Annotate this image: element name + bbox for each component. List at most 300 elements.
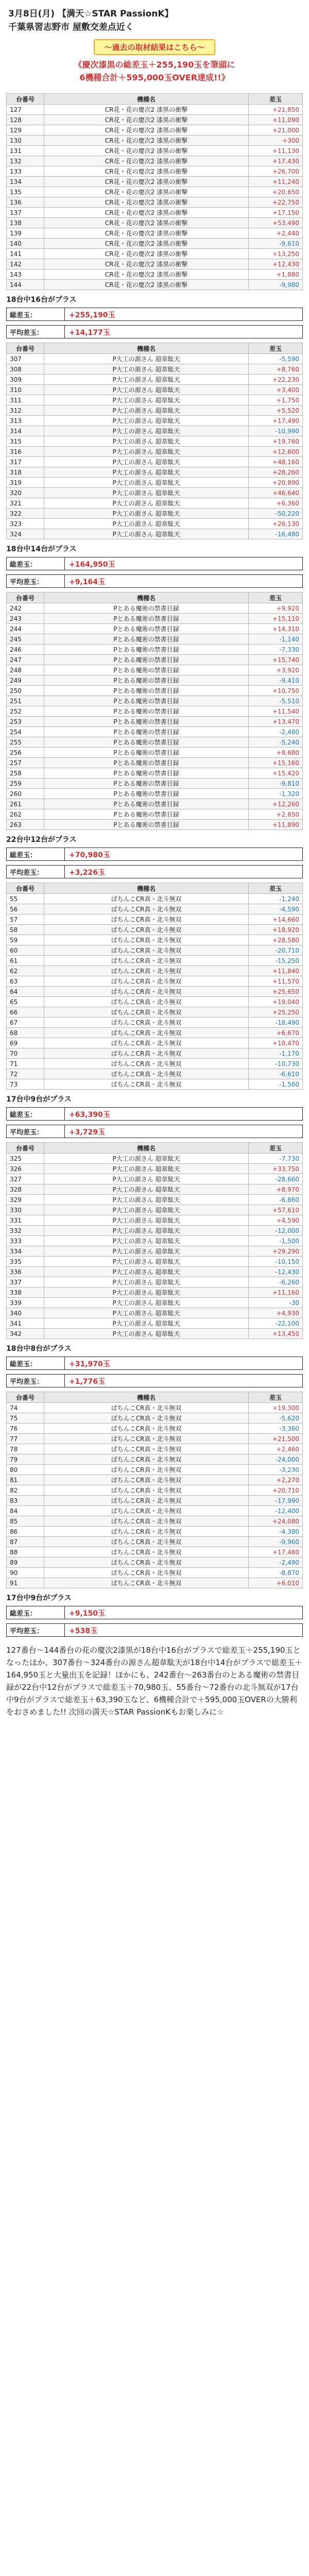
machine-name-cell: CR花・花の慶次2 漆黒の衝撃 bbox=[44, 115, 249, 125]
difference-cell: -16,480 bbox=[249, 529, 303, 539]
machine-number-cell: 255 bbox=[7, 737, 44, 748]
table-row bbox=[7, 1038, 303, 1048]
machine-name-cell: ぱちんこCR真・北斗無双 bbox=[44, 1547, 249, 1557]
difference-cell: +11,890 bbox=[249, 820, 303, 830]
machine-number-cell: 130 bbox=[7, 135, 44, 146]
table-row bbox=[7, 135, 303, 146]
machine-number-cell: 317 bbox=[7, 457, 44, 467]
difference-cell: +14,660 bbox=[249, 914, 303, 925]
table-row bbox=[7, 1267, 303, 1277]
machine-number-cell: 248 bbox=[7, 665, 44, 675]
machine-section bbox=[6, 883, 303, 1138]
machine-name-cell: P大工の源さん 超韋駄天 bbox=[44, 1215, 249, 1226]
difference-cell: -12,000 bbox=[249, 1226, 303, 1236]
table-row bbox=[7, 115, 303, 125]
table-row bbox=[7, 1257, 303, 1267]
machine-name-cell: ぱちんこCR真・北斗無双 bbox=[44, 1537, 249, 1547]
machine-number-cell: 138 bbox=[7, 218, 44, 228]
table-row bbox=[7, 758, 303, 768]
machine-number-cell: 139 bbox=[7, 228, 44, 239]
difference-cell: +12,600 bbox=[249, 447, 303, 457]
column-header: 台番号 bbox=[7, 94, 44, 105]
machine-number-cell: 326 bbox=[7, 1164, 44, 1174]
column-header: 差玉 bbox=[249, 592, 303, 603]
average-box bbox=[6, 1623, 303, 1637]
average-box bbox=[6, 1125, 303, 1138]
average-box bbox=[6, 325, 303, 338]
table-row bbox=[7, 385, 303, 395]
machine-number-cell: 87 bbox=[7, 1537, 44, 1547]
average-label: 平均差玉： bbox=[7, 1624, 65, 1636]
average-box bbox=[6, 574, 303, 588]
difference-cell: -30 bbox=[249, 1298, 303, 1308]
machine-number-cell: 73 bbox=[7, 1079, 44, 1090]
machine-number-cell: 68 bbox=[7, 1028, 44, 1038]
column-header: 機種名 bbox=[44, 94, 249, 105]
difference-cell: +3,920 bbox=[249, 665, 303, 675]
machine-number-cell: 251 bbox=[7, 696, 44, 706]
column-header: 差玉 bbox=[249, 343, 303, 354]
table-row bbox=[7, 1007, 303, 1018]
machine-number-cell: 135 bbox=[7, 187, 44, 197]
machine-number-cell: 74 bbox=[7, 1403, 44, 1413]
machine-number-cell: 263 bbox=[7, 820, 44, 830]
machine-section bbox=[6, 343, 303, 588]
machine-name-cell: ぱちんこCR真・北斗無双 bbox=[44, 1454, 249, 1465]
average-value: +9,164玉 bbox=[69, 578, 106, 586]
machine-name-cell: P大工の源さん 超韋駄天 bbox=[44, 467, 249, 478]
difference-cell: +5,520 bbox=[249, 405, 303, 416]
machine-number-cell: 328 bbox=[7, 1184, 44, 1195]
difference-cell: +1,750 bbox=[249, 395, 303, 405]
machine-number-cell: 80 bbox=[7, 1465, 44, 1475]
table-row bbox=[7, 375, 303, 385]
total-label: 総差玉： bbox=[7, 557, 65, 570]
difference-cell: +21,500 bbox=[249, 1434, 303, 1444]
difference-cell: -7,330 bbox=[249, 645, 303, 655]
difference-cell: +4,590 bbox=[249, 1215, 303, 1226]
past-results-link[interactable]: ～過去の取材結果はこちら～ bbox=[94, 39, 215, 55]
difference-cell: -17,990 bbox=[249, 1496, 303, 1506]
table-row bbox=[7, 146, 303, 156]
table-header-row bbox=[7, 1392, 303, 1403]
table-row bbox=[7, 1174, 303, 1184]
machine-number-cell: 60 bbox=[7, 945, 44, 956]
machine-name-cell: CR花・花の慶次2 漆黒の衝撃 bbox=[44, 218, 249, 228]
table-row bbox=[7, 1154, 303, 1164]
machine-name-cell: ぱちんこCR真・北斗無双 bbox=[44, 1578, 249, 1588]
difference-cell: +13,250 bbox=[249, 249, 303, 259]
machine-number-cell: 63 bbox=[7, 976, 44, 987]
machine-number-cell: 338 bbox=[7, 1287, 44, 1298]
machine-name-cell: ぱちんこCR真・北斗無双 bbox=[44, 1475, 249, 1485]
machine-name-cell: Pとある魔術の禁書目録 bbox=[44, 706, 249, 717]
table-row bbox=[7, 894, 303, 904]
machine-name-cell: CR花・花の慶次2 漆黒の衝撃 bbox=[44, 166, 249, 177]
machine-number-cell: 316 bbox=[7, 447, 44, 457]
difference-cell: +19,760 bbox=[249, 436, 303, 447]
table-row bbox=[7, 239, 303, 249]
difference-cell: -15,250 bbox=[249, 956, 303, 966]
machine-name-cell: P大工の源さん 超韋駄天 bbox=[44, 1318, 249, 1329]
machine-number-cell: 91 bbox=[7, 1578, 44, 1588]
table-row bbox=[7, 197, 303, 208]
machine-number-cell: 142 bbox=[7, 259, 44, 269]
machine-section bbox=[6, 1142, 303, 1387]
table-row bbox=[7, 208, 303, 218]
plus-count: 17台中9台がプラス bbox=[6, 1095, 72, 1104]
table-row bbox=[7, 1226, 303, 1236]
summary-line-1: 《慶次漆黒の総差玉＋255,190玉を筆頭に bbox=[74, 60, 235, 70]
total-label: 総差玉： bbox=[7, 1357, 65, 1369]
table-row bbox=[7, 987, 303, 997]
machine-name-cell: ぱちんこCR真・北斗無双 bbox=[44, 914, 249, 925]
difference-cell: -6,610 bbox=[249, 1069, 303, 1079]
difference-cell: -3,230 bbox=[249, 1465, 303, 1475]
difference-cell: +17,490 bbox=[249, 416, 303, 426]
difference-cell: +1,880 bbox=[249, 269, 303, 280]
difference-cell: -50,220 bbox=[249, 509, 303, 519]
results-table bbox=[6, 1142, 303, 1339]
table-row bbox=[7, 1329, 303, 1339]
difference-cell: -2,480 bbox=[249, 727, 303, 737]
difference-cell: +25,250 bbox=[249, 1007, 303, 1018]
table-row bbox=[7, 498, 303, 509]
machine-number-cell: 72 bbox=[7, 1069, 44, 1079]
machine-number-cell: 134 bbox=[7, 177, 44, 187]
table-row bbox=[7, 778, 303, 789]
average-value: +14,177玉 bbox=[69, 329, 110, 337]
machine-name-cell: ぱちんこCR真・北斗無双 bbox=[44, 1527, 249, 1537]
difference-cell: +53,490 bbox=[249, 218, 303, 228]
table-row bbox=[7, 1079, 303, 1090]
table-row bbox=[7, 416, 303, 426]
machine-name-cell: ぱちんこCR真・北斗無双 bbox=[44, 1557, 249, 1568]
results-table bbox=[6, 93, 303, 290]
machine-name-cell: P大工の源さん 超韋駄天 bbox=[44, 416, 249, 426]
machine-number-cell: 84 bbox=[7, 1506, 44, 1516]
machine-number-cell: 82 bbox=[7, 1485, 44, 1496]
machine-number-cell: 253 bbox=[7, 717, 44, 727]
machine-name-cell: Pとある魔術の禁書目録 bbox=[44, 758, 249, 768]
machine-number-cell: 67 bbox=[7, 1018, 44, 1028]
machine-name-cell: CR花・花の慶次2 漆黒の衝撃 bbox=[44, 228, 249, 239]
machine-name-cell: Pとある魔術の禁書目録 bbox=[44, 634, 249, 645]
machine-number-cell: 66 bbox=[7, 1007, 44, 1018]
column-header: 機種名 bbox=[44, 1392, 249, 1403]
table-row bbox=[7, 1475, 303, 1485]
difference-cell: -20,710 bbox=[249, 945, 303, 956]
machine-number-cell: 70 bbox=[7, 1048, 44, 1059]
machine-name-cell: CR花・花の慶次2 漆黒の衝撃 bbox=[44, 125, 249, 135]
difference-cell: +26,130 bbox=[249, 519, 303, 529]
table-row bbox=[7, 447, 303, 457]
machine-name-cell: Pとある魔術の禁書目録 bbox=[44, 809, 249, 820]
table-row bbox=[7, 1277, 303, 1287]
machine-name-cell: ぱちんこCR真・北斗無双 bbox=[44, 966, 249, 976]
difference-cell: -9,610 bbox=[249, 239, 303, 249]
machine-name-cell: CR花・花の慶次2 漆黒の衝撃 bbox=[44, 269, 249, 280]
machine-number-cell: 333 bbox=[7, 1236, 44, 1246]
table-row bbox=[7, 1413, 303, 1423]
table-row bbox=[7, 364, 303, 375]
total-box bbox=[6, 308, 303, 321]
table-row bbox=[7, 529, 303, 539]
average-label: 平均差玉： bbox=[7, 1375, 65, 1387]
machine-number-cell: 143 bbox=[7, 269, 44, 280]
table-row bbox=[7, 249, 303, 259]
difference-cell: -12,430 bbox=[249, 1267, 303, 1277]
machine-name-cell: ぱちんこCR真・北斗無双 bbox=[44, 997, 249, 1007]
difference-cell: -1,240 bbox=[249, 894, 303, 904]
table-row bbox=[7, 457, 303, 467]
machine-number-cell: 69 bbox=[7, 1038, 44, 1048]
difference-cell: +17,430 bbox=[249, 156, 303, 166]
difference-cell: +21,850 bbox=[249, 105, 303, 115]
machine-number-cell: 85 bbox=[7, 1516, 44, 1527]
difference-cell: -5,620 bbox=[249, 1413, 303, 1423]
machine-name-cell: ぱちんこCR真・北斗無双 bbox=[44, 1018, 249, 1028]
machine-name-cell: Pとある魔術の禁書目録 bbox=[44, 665, 249, 675]
machine-number-cell: 321 bbox=[7, 498, 44, 509]
table-row bbox=[7, 737, 303, 748]
difference-cell: -1,170 bbox=[249, 1048, 303, 1059]
difference-cell: +9,920 bbox=[249, 603, 303, 614]
table-row bbox=[7, 976, 303, 987]
machine-name-cell: ぱちんこCR真・北斗無双 bbox=[44, 1028, 249, 1038]
table-row bbox=[7, 696, 303, 706]
difference-cell: +57,610 bbox=[249, 1205, 303, 1215]
table-row bbox=[7, 935, 303, 945]
machine-name-cell: CR花・花の慶次2 漆黒の衝撃 bbox=[44, 156, 249, 166]
difference-cell: -9,810 bbox=[249, 778, 303, 789]
table-row bbox=[7, 1298, 303, 1308]
machine-name-cell: P大工の源さん 超韋駄天 bbox=[44, 1277, 249, 1287]
difference-cell: -7,730 bbox=[249, 1154, 303, 1164]
table-row bbox=[7, 405, 303, 416]
machine-name-cell: Pとある魔術の禁書目録 bbox=[44, 696, 249, 706]
table-row bbox=[7, 1318, 303, 1329]
machine-name-cell: ぱちんこCR真・北斗無双 bbox=[44, 1038, 249, 1048]
machine-name-cell: P大工の源さん 超韋駄天 bbox=[44, 375, 249, 385]
machine-number-cell: 132 bbox=[7, 156, 44, 166]
difference-cell: +2,270 bbox=[249, 1475, 303, 1485]
table-row bbox=[7, 105, 303, 115]
difference-cell: +15,110 bbox=[249, 614, 303, 624]
difference-cell: +2,440 bbox=[249, 228, 303, 239]
past-results-link-box bbox=[8, 39, 301, 55]
average-label: 平均差玉： bbox=[7, 326, 65, 338]
machine-name-cell: ぱちんこCR真・北斗無双 bbox=[44, 1506, 249, 1516]
table-row bbox=[7, 1215, 303, 1226]
machine-name-cell: ぱちんこCR真・北斗無双 bbox=[44, 987, 249, 997]
difference-cell: +24,080 bbox=[249, 1516, 303, 1527]
closing-summary bbox=[6, 1644, 303, 1718]
machine-name-cell: P大工の源さん 超韋駄天 bbox=[44, 1298, 249, 1308]
average-box bbox=[6, 1374, 303, 1387]
machine-name-cell: ぱちんこCR真・北斗無双 bbox=[44, 1444, 249, 1454]
machine-number-cell: 309 bbox=[7, 375, 44, 385]
table-row bbox=[7, 1028, 303, 1038]
machine-number-cell: 131 bbox=[7, 146, 44, 156]
machine-name-cell: P大工の源さん 超韋駄天 bbox=[44, 478, 249, 488]
machine-name-cell: P大工の源さん 超韋駄天 bbox=[44, 1257, 249, 1267]
difference-cell: +10,470 bbox=[249, 1038, 303, 1048]
difference-cell: +12,430 bbox=[249, 259, 303, 269]
machine-name-cell: P大工の源さん 超韋駄天 bbox=[44, 436, 249, 447]
machine-name-cell: P大工の源さん 超韋駄天 bbox=[44, 1329, 249, 1339]
machine-name-cell: P大工の源さん 超韋駄天 bbox=[44, 1287, 249, 1298]
total-box bbox=[6, 1357, 303, 1370]
difference-cell: +11,240 bbox=[249, 177, 303, 187]
difference-cell: +19,040 bbox=[249, 997, 303, 1007]
machine-number-cell: 336 bbox=[7, 1267, 44, 1277]
column-header: 台番号 bbox=[7, 592, 44, 603]
total-label: 総差玉： bbox=[7, 848, 65, 860]
machine-name-cell: ぱちんこCR真・北斗無双 bbox=[44, 904, 249, 914]
difference-cell: -24,000 bbox=[249, 1454, 303, 1465]
total-box bbox=[6, 1107, 303, 1121]
report-location: 千葉県習志野市 屋敷交差点近く bbox=[8, 22, 134, 32]
machine-number-cell: 90 bbox=[7, 1568, 44, 1578]
difference-cell: -6,860 bbox=[249, 1195, 303, 1205]
machine-number-cell: 137 bbox=[7, 208, 44, 218]
difference-cell: +20,650 bbox=[249, 187, 303, 197]
difference-cell: -1,140 bbox=[249, 634, 303, 645]
machine-number-cell: 324 bbox=[7, 529, 44, 539]
difference-cell: +15,160 bbox=[249, 758, 303, 768]
machine-name-cell: CR花・花の慶次2 漆黒の衝撃 bbox=[44, 259, 249, 269]
column-header: 差玉 bbox=[249, 1392, 303, 1403]
machine-number-cell: 340 bbox=[7, 1308, 44, 1318]
table-row bbox=[7, 1048, 303, 1059]
machine-name-cell: P大工の源さん 超韋駄天 bbox=[44, 426, 249, 436]
table-row bbox=[7, 1287, 303, 1298]
machine-name-cell: ぱちんこCR真・北斗無双 bbox=[44, 925, 249, 935]
machine-name-cell: ぱちんこCR真・北斗無双 bbox=[44, 1434, 249, 1444]
machine-name-cell: ぱちんこCR真・北斗無双 bbox=[44, 1007, 249, 1018]
table-row bbox=[7, 1195, 303, 1205]
machine-number-cell: 319 bbox=[7, 478, 44, 488]
difference-cell: -5,240 bbox=[249, 737, 303, 748]
column-header: 機種名 bbox=[44, 1143, 249, 1154]
table-row bbox=[7, 1164, 303, 1174]
machine-name-cell: P大工の源さん 超韋駄天 bbox=[44, 488, 249, 498]
machine-name-cell: Pとある魔術の禁書目録 bbox=[44, 820, 249, 830]
machine-number-cell: 133 bbox=[7, 166, 44, 177]
table-row bbox=[7, 645, 303, 655]
machine-number-cell: 86 bbox=[7, 1527, 44, 1537]
table-row bbox=[7, 748, 303, 758]
machine-number-cell: 335 bbox=[7, 1257, 44, 1267]
total-value: +9,150玉 bbox=[69, 1609, 106, 1618]
machine-name-cell: Pとある魔術の禁書目録 bbox=[44, 737, 249, 748]
difference-cell: +11,160 bbox=[249, 1287, 303, 1298]
difference-cell: -1,500 bbox=[249, 1236, 303, 1246]
table-row bbox=[7, 1454, 303, 1465]
column-header: 機種名 bbox=[44, 883, 249, 894]
table-row bbox=[7, 675, 303, 686]
machine-number-cell: 57 bbox=[7, 914, 44, 925]
table-row bbox=[7, 820, 303, 830]
table-row bbox=[7, 488, 303, 498]
results-table bbox=[6, 592, 303, 830]
total-value: +255,190玉 bbox=[69, 311, 115, 319]
plus-count: 18台中8台がプラス bbox=[6, 1345, 72, 1353]
table-row bbox=[7, 1557, 303, 1568]
difference-cell: -4,590 bbox=[249, 904, 303, 914]
table-row bbox=[7, 727, 303, 737]
difference-cell: +6,010 bbox=[249, 1578, 303, 1588]
table-header-row bbox=[7, 343, 303, 354]
difference-cell: -12,400 bbox=[249, 1506, 303, 1516]
table-row bbox=[7, 1547, 303, 1557]
table-row bbox=[7, 478, 303, 488]
machine-number-cell: 140 bbox=[7, 239, 44, 249]
table-row bbox=[7, 1485, 303, 1496]
machine-name-cell: ぱちんこCR真・北斗無双 bbox=[44, 976, 249, 987]
machine-number-cell: 79 bbox=[7, 1454, 44, 1465]
machine-name-cell: ぱちんこCR真・北斗無双 bbox=[44, 935, 249, 945]
machine-number-cell: 77 bbox=[7, 1434, 44, 1444]
machine-number-cell: 252 bbox=[7, 706, 44, 717]
difference-cell: +11,090 bbox=[249, 115, 303, 125]
table-row bbox=[7, 1069, 303, 1079]
machine-name-cell: CR花・花の慶次2 漆黒の衝撃 bbox=[44, 239, 249, 249]
machine-name-cell: Pとある魔術の禁書目録 bbox=[44, 603, 249, 614]
total-label: 総差玉： bbox=[7, 1108, 65, 1120]
column-header: 機種名 bbox=[44, 343, 249, 354]
machine-name-cell: P大工の源さん 超韋駄天 bbox=[44, 1205, 249, 1215]
machine-number-cell: 331 bbox=[7, 1215, 44, 1226]
table-row bbox=[7, 125, 303, 135]
plus-count: 18台中16台がプラス bbox=[6, 296, 77, 304]
machine-number-cell: 141 bbox=[7, 249, 44, 259]
difference-cell: +3,400 bbox=[249, 385, 303, 395]
difference-cell: +11,840 bbox=[249, 966, 303, 976]
results-table bbox=[6, 343, 303, 539]
difference-cell: +15,420 bbox=[249, 768, 303, 778]
machine-name-cell: ぱちんこCR真・北斗無双 bbox=[44, 1079, 249, 1090]
difference-cell: +20,710 bbox=[249, 1485, 303, 1496]
difference-cell: +4,930 bbox=[249, 1308, 303, 1318]
machine-name-cell: ぱちんこCR真・北斗無双 bbox=[44, 1059, 249, 1069]
machine-number-cell: 244 bbox=[7, 624, 44, 634]
machine-name-cell: CR花・花の慶次2 漆黒の衝撃 bbox=[44, 146, 249, 156]
table-row bbox=[7, 1444, 303, 1454]
machine-number-cell: 75 bbox=[7, 1413, 44, 1423]
table-row bbox=[7, 218, 303, 228]
machine-name-cell: Pとある魔術の禁書目録 bbox=[44, 778, 249, 789]
table-row bbox=[7, 1403, 303, 1413]
machine-name-cell: P大工の源さん 超韋駄天 bbox=[44, 509, 249, 519]
total-box bbox=[6, 848, 303, 861]
table-row bbox=[7, 1423, 303, 1434]
machine-number-cell: 330 bbox=[7, 1205, 44, 1215]
difference-cell: -9,960 bbox=[249, 1537, 303, 1547]
column-header: 差玉 bbox=[249, 94, 303, 105]
machine-name-cell: Pとある魔術の禁書目録 bbox=[44, 717, 249, 727]
table-row bbox=[7, 925, 303, 935]
difference-cell: +15,740 bbox=[249, 655, 303, 665]
column-header: 差玉 bbox=[249, 883, 303, 894]
machine-name-cell: Pとある魔術の禁書目録 bbox=[44, 799, 249, 809]
machine-name-cell: P大工の源さん 超韋駄天 bbox=[44, 1267, 249, 1277]
machine-number-cell: 245 bbox=[7, 634, 44, 645]
total-value: +63,390玉 bbox=[69, 1111, 110, 1119]
table-row bbox=[7, 1465, 303, 1475]
machine-name-cell: ぱちんこCR真・北斗無双 bbox=[44, 1485, 249, 1496]
